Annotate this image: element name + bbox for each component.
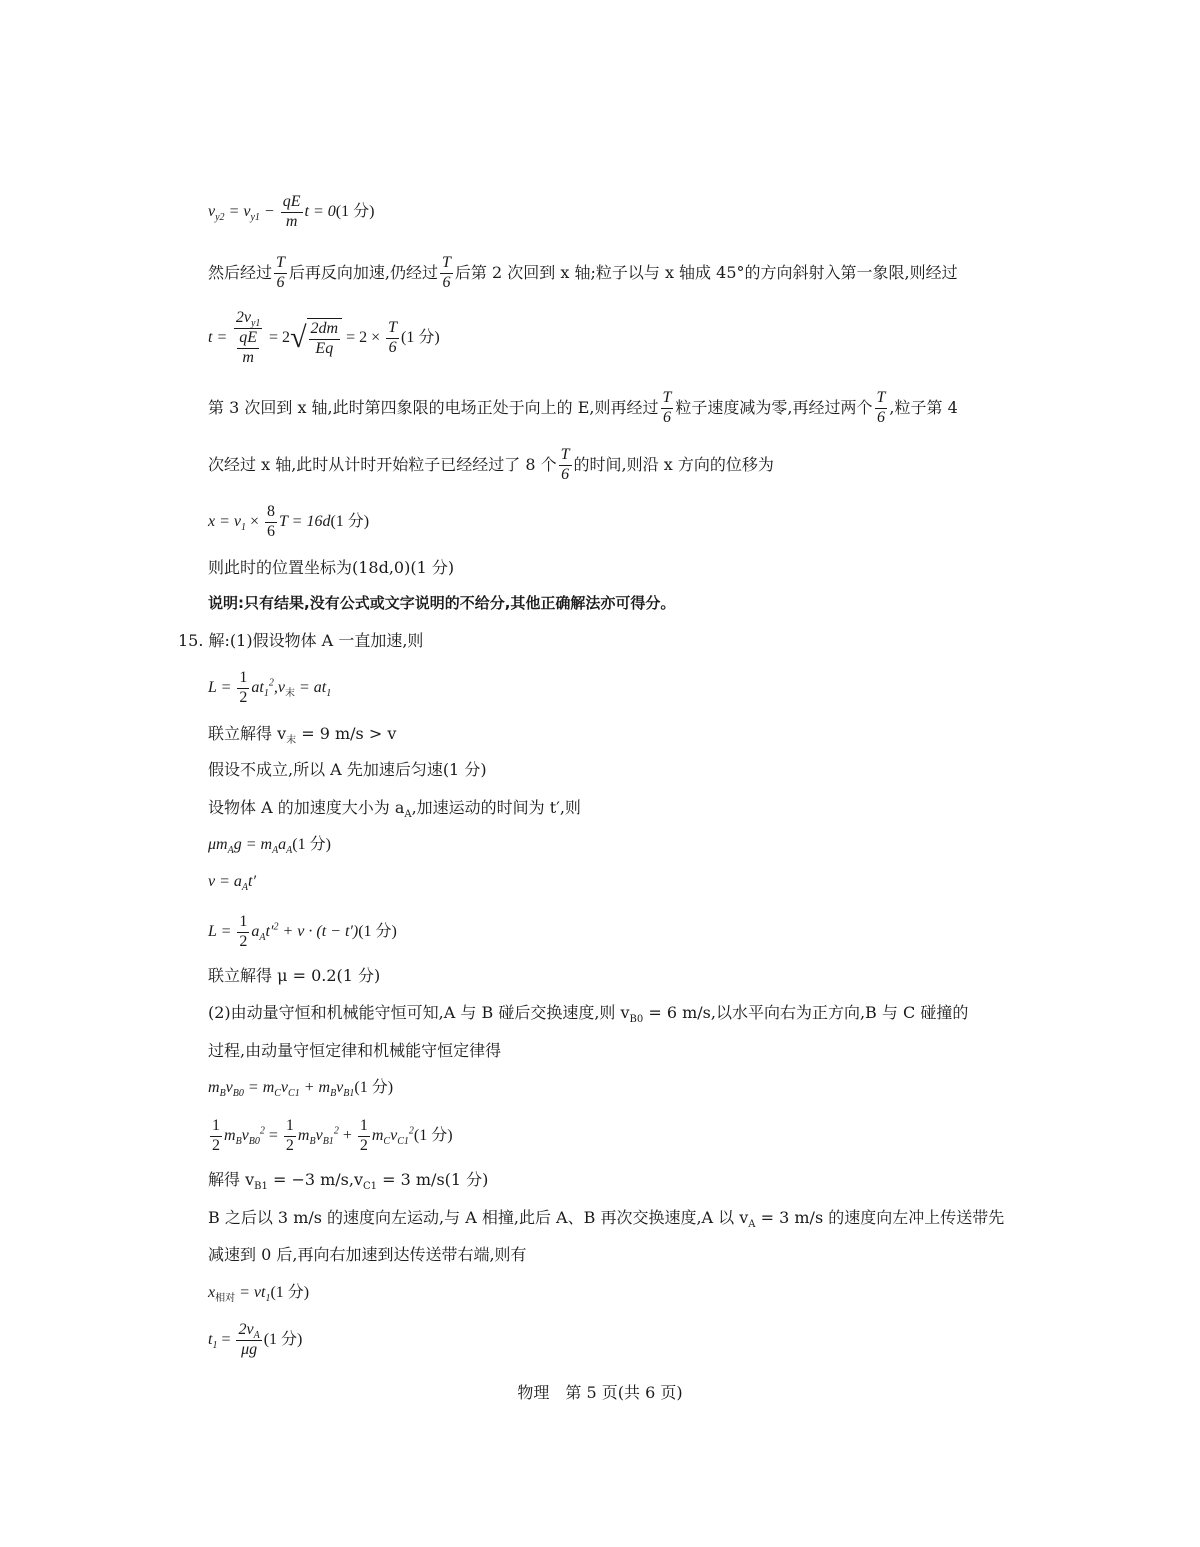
text-reverse-acceleration: 然后经过 $\frac{T}{6}$ 后再反向加速,仍经过 $\frac{T}{6}$ 后第 2 次回到 x 轴;粒子以与 x 轴成 45°的方向斜射入第一象限,则经过 [208, 254, 958, 291]
equation-friction: $\mu m_Ag = m_Aa_A(1$ 分) [208, 836, 331, 857]
equation-energy: $\frac{1}{2}$ $m_Bv_{B0}^2$ = $\frac{1}{2}$ $m_Bv_{B1}^2$ + $\frac{1}{2}$ $m_Cv_{C1}^2(1$ 分) [212, 1117, 453, 1154]
text-third-return: 第 3 次回到 x 轴,此时第四象限的电场正处于向上的 E,则再经过 $\frac{T}{6}$ 粒子速度减为零,再经过两个 $\frac{T}{6}$ ,粒子第 4 [208, 389, 958, 426]
equation-v-aA: $v = a_At'$ [208, 873, 256, 894]
text-v-final: 联立解得 $v_末 = 9$ m/s > v [208, 724, 397, 747]
equation-t1: $t_1$ = $\frac{2v_A}{\mu g}$ (1 分) [208, 1321, 303, 1358]
text-define-aA: 设物体 A 的加速度大小为 $a_A$,加速运动的时间为 t′,则 [208, 798, 581, 821]
equation-L-piecewise: L = $\frac{1}{2}$ $a_At'^2 + v \cdot (t - t')(1$ 分) [208, 913, 397, 950]
grading-note: 说明:只有结果,没有公式或文字说明的不给分,其他正确解法亦可得分。 [208, 594, 676, 612]
equation-L-uniform-accel: L = $\frac{1}{2}$ $at_1^2,v_末 = at_1$ [208, 669, 332, 706]
equation-momentum: $m_Bv_{B0} = m_Cv_{C1} + m_Bv_{B1}(1$ 分) [208, 1079, 394, 1100]
equation-time-t: t = $\frac{2v_{y1}}{\frac{qE}{m}}$ = 2 √ $\frac{2dm}{Eq}$ = 2 × $\frac{T}{6}$ (1 分) [208, 309, 440, 366]
page-footer: 物理 第 5 页(共 6 页) [517, 1383, 683, 1402]
text-position-coordinate: 则此时的位置坐标为(18d,0)(1 分) [208, 558, 455, 577]
problem-15-heading: 15. 解:(1)假设物体 A 一直加速,则 [178, 631, 424, 650]
equation-displacement-x: $x = v_1$ × $\frac{8}{6}$ T = 16d(1 分) [208, 503, 370, 540]
text-decelerate: 减速到 0 后,再向右加速到达传送带右端,则有 [208, 1245, 527, 1264]
text-B-moves-left: B 之后以 3 m/s 的速度向左运动,与 A 相撞,此后 A、B 再次交换速度,A 以 $v_A = 3$ m/s 的速度向左冲上传送带先 [208, 1208, 1005, 1231]
equation-vy2: $v_{y2} = v_{y1}$ − $\frac{qE}{m}$ t = 0(1 分) [208, 193, 375, 230]
text-part2-process: 过程,由动量守恒定律和机械能守恒定律得 [208, 1041, 502, 1060]
text-fourth-pass: 次经过 x 轴,此时从计时开始粒子已经经过了 8 个 $\frac{T}{6}$ 的时间,则沿 x 方向的位移为 [208, 446, 774, 483]
equation-x-relative: $x_{相对} = vt_1(1$ 分) [208, 1284, 310, 1305]
text-mu-result: 联立解得 μ = 0.2(1 分) [208, 966, 381, 985]
text-solve-vB1-vC1: 解得 $v_{B1} = -3$ $m/s,v_{C1} = 3$ m/s(1 分) [208, 1170, 489, 1193]
text-part2-intro: (2)由动量守恒和机械能守恒可知,A 与 B 碰后交换速度,则 $v_{B0} = 6$ m/s,以水平向右为正方向,B 与 C 碰撞的 [208, 1003, 969, 1026]
text-assumption-false: 假设不成立,所以 A 先加速后匀速(1 分) [208, 760, 487, 779]
